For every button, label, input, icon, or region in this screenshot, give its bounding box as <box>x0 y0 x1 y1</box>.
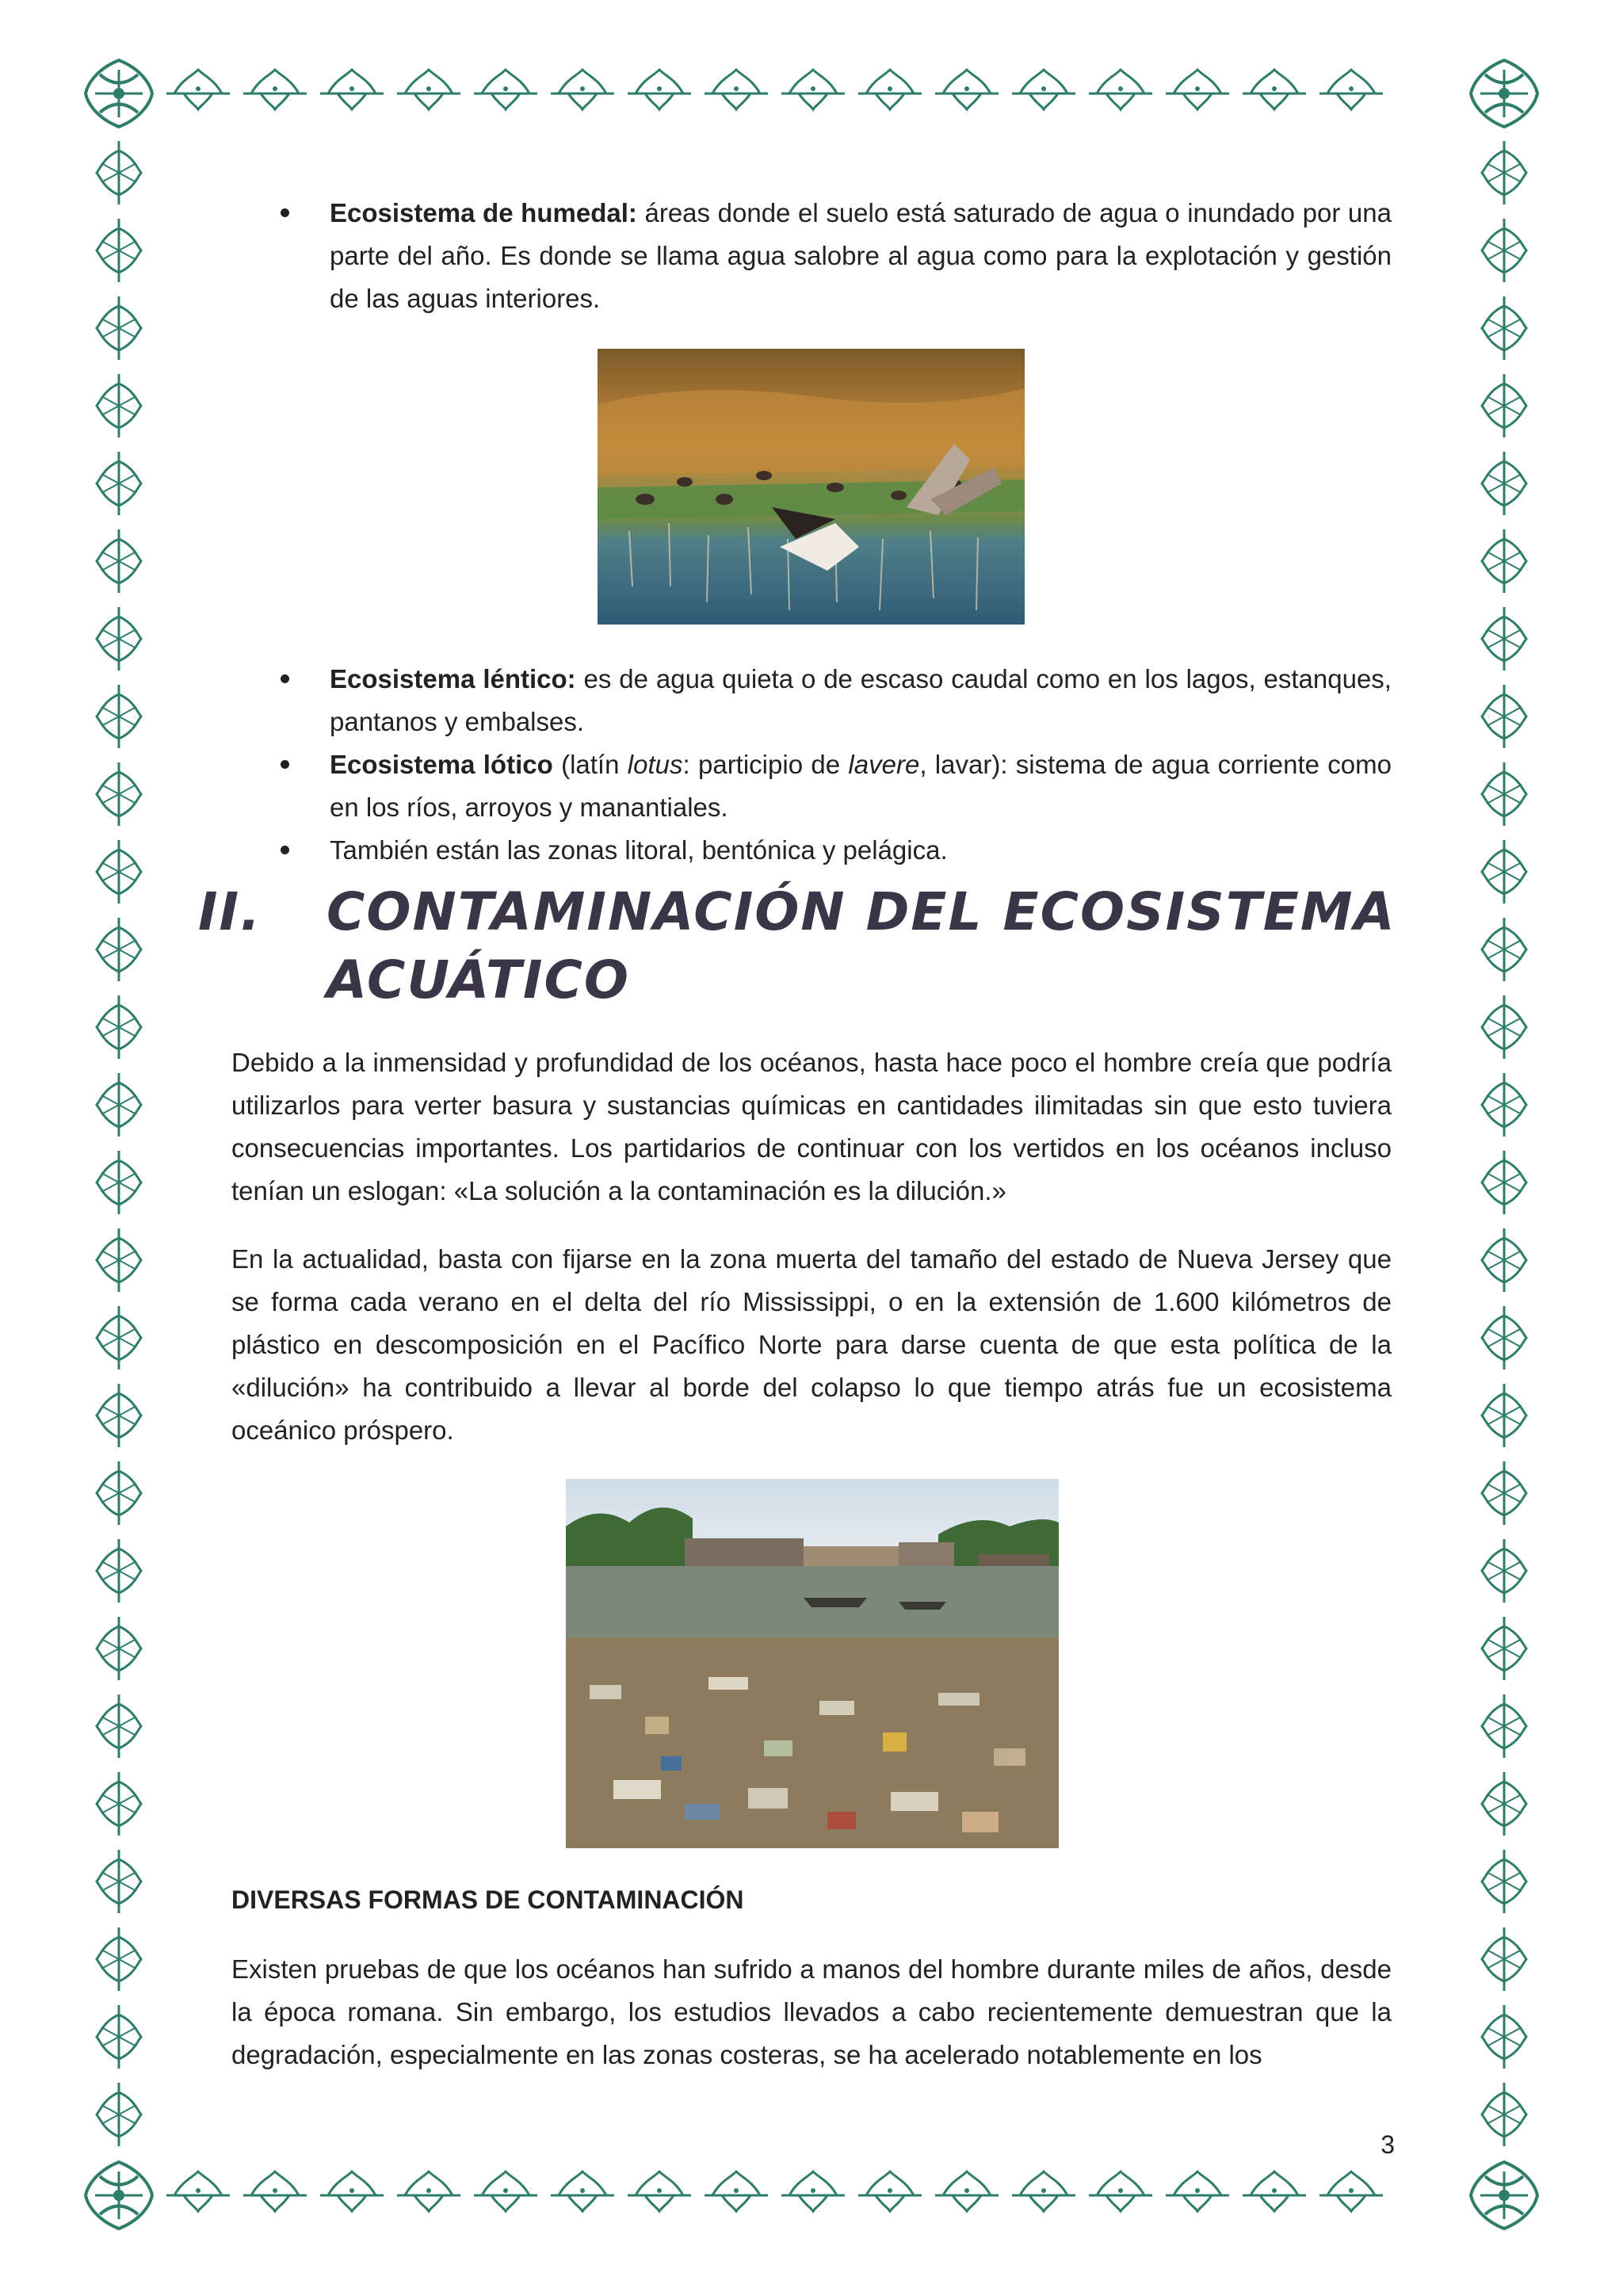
border-leaf-icon <box>705 70 768 109</box>
border-leaf-icon <box>97 762 141 826</box>
border-leaf-icon <box>1482 1694 1526 1758</box>
list-item <box>231 829 1392 872</box>
page-number: 3 <box>1381 2130 1395 2159</box>
border-leaf-icon <box>1482 995 1526 1059</box>
border-leaf-icon <box>97 918 141 981</box>
border-leaf-icon <box>1482 1228 1526 1292</box>
border-leaf-icon <box>1166 70 1229 109</box>
border-leaf-icon <box>1482 1151 1526 1214</box>
border-leaf-icon <box>97 1617 141 1680</box>
border-leaf-icon <box>97 1073 141 1137</box>
heading-number: II. <box>198 881 262 942</box>
border-leaf-icon <box>1482 1306 1526 1370</box>
border-leaf-icon <box>1243 70 1306 109</box>
border-leaf-icon <box>97 995 141 1059</box>
definition-lentic: es de agua quieta o de escaso caudal como en los lagos, estanques, pantanos y embalses. <box>330 664 1392 736</box>
zones-text: También están las zonas litoral, bentónica y pelágica. <box>330 835 948 865</box>
border-leaf-icon <box>781 70 845 109</box>
border-leaf-icon <box>97 219 141 282</box>
list-item <box>231 192 1392 320</box>
border-leaf-icon <box>1482 762 1526 826</box>
border-leaf-icon <box>1482 840 1526 904</box>
list-item <box>231 743 1392 829</box>
border-leaf-icon <box>97 1228 141 1292</box>
border-leaf-icon <box>551 2172 614 2211</box>
border-leaf-icon <box>1482 1850 1526 1913</box>
paragraph-1: Debido a la inmensidad y profundidad de los océanos, hasta hace poco el hombre creía que podría utilizarlos para verter basura y sustancias químicas en cantidades ilimitadas sin que esto tuviera consecuencias importantes. Los partidarios de continuar con los vertidos en los océanos incluso tenían un eslogan: «La solución a la contaminación es la dilución.» <box>231 1048 1392 1205</box>
border-leaf-icon <box>97 1384 141 1447</box>
border-leaf-icon <box>1482 918 1526 981</box>
border-leaf-icon <box>97 1539 141 1603</box>
border-leaf-icon <box>474 70 537 109</box>
border-leaf-icon <box>243 2172 307 2211</box>
border-leaf-icon <box>1482 1073 1526 1137</box>
border-leaf-icon <box>97 685 141 748</box>
border-leaf-icon <box>1482 141 1526 204</box>
term-lentic: Ecosistema léntico: <box>330 664 576 693</box>
border-leaf-icon <box>97 374 141 437</box>
border-leaf-icon <box>1482 529 1526 593</box>
bullet-icon <box>281 846 289 854</box>
term-lotic: Ecosistema lótico <box>330 750 553 779</box>
border-leaf-icon <box>243 70 307 109</box>
border-leaf-icon <box>1482 1461 1526 1525</box>
content-area-3 <box>231 1878 1392 2076</box>
pollution-photo <box>566 1479 1059 1848</box>
border-leaf-icon <box>1482 2005 1526 2069</box>
heading-title: CONTAMINACIÓN DEL ECOSISTEMA ACUÁTICO <box>327 881 1396 1010</box>
corner-ornament-icon <box>1471 60 1537 127</box>
border-leaf-icon <box>97 529 141 593</box>
corner-ornament-icon <box>86 60 152 127</box>
border-leaf-icon <box>1482 1384 1526 1447</box>
corner-ornament-icon <box>1471 2162 1537 2229</box>
border-leaf-icon <box>1482 2083 1526 2146</box>
wetland-photo <box>598 349 1025 625</box>
border-leaf-icon <box>1319 2172 1383 2211</box>
border-leaf-icon <box>935 70 999 109</box>
border-leaf-icon <box>858 70 922 109</box>
border-leaf-icon <box>1482 685 1526 748</box>
border-leaf-icon <box>1482 219 1526 282</box>
border-leaf-icon <box>97 1694 141 1758</box>
border-leaf-icon <box>474 2172 537 2211</box>
definition-lotic-part: , lavar): sistema de agua corriente como en los ríos, arroyos y manantiales. <box>330 750 1392 822</box>
border-leaf-icon <box>1089 2172 1152 2211</box>
border-leaf-icon <box>97 2005 141 2069</box>
border-leaf-icon <box>166 2172 230 2211</box>
border-leaf-icon <box>320 70 384 109</box>
bullet-icon <box>281 208 289 217</box>
ecosystem-list-bottom <box>231 658 1392 872</box>
border-leaf-icon <box>397 2172 460 2211</box>
border-leaf-icon <box>97 607 141 670</box>
border-leaf-icon <box>1482 1617 1526 1680</box>
border-leaf-icon <box>1482 452 1526 515</box>
border-leaf-icon <box>1482 1927 1526 1991</box>
border-leaf-icon <box>97 1927 141 1991</box>
corner-ornament-icon <box>86 2162 152 2229</box>
border-leaf-icon <box>397 70 460 109</box>
border-leaf-icon <box>858 2172 922 2211</box>
content-area-2 <box>231 658 1392 872</box>
border-leaf-icon <box>97 1151 141 1214</box>
ecosystem-list-top <box>231 192 1392 320</box>
border-leaf-icon <box>1482 296 1526 360</box>
border-leaf-icon <box>97 1461 141 1525</box>
border-leaf-icon <box>935 2172 999 2211</box>
latin-word: lotus <box>627 750 683 779</box>
body-text <box>231 1041 1392 1452</box>
definition-lotic-part: : participio de <box>682 750 849 779</box>
border-leaf-icon <box>320 2172 384 2211</box>
border-leaf-icon <box>97 141 141 204</box>
bullet-icon <box>281 674 289 683</box>
border-leaf-icon <box>1012 2172 1075 2211</box>
border-leaf-icon <box>97 840 141 904</box>
definition-wetland: áreas donde el suelo está saturado de agua o inundado por una parte del año. Es donde se llama agua salobre al agua como para la explotación y gestión de las aguas interiores. <box>330 198 1392 313</box>
bullet-icon <box>281 760 289 769</box>
term-wetland: Ecosistema de humedal: <box>330 198 637 227</box>
subheading: DIVERSAS FORMAS DE CONTAMINACIÓN <box>231 1885 744 1914</box>
border-leaf-icon <box>705 2172 768 2211</box>
border-leaf-icon <box>1166 2172 1229 2211</box>
border-leaf-icon <box>551 70 614 109</box>
border-leaf-icon <box>97 1850 141 1913</box>
border-leaf-icon <box>1319 70 1383 109</box>
paragraph-3: Existen pruebas de que los océanos han sufrido a manos del hombre durante miles de años, desde la época romana. Sin embargo, los estudios llevados a cabo recientemente demuestran que la degradación, especialmente en las zonas costeras, se ha acelerado notablemente en los <box>231 1954 1392 2069</box>
border-leaf-icon <box>628 70 691 109</box>
border-leaf-icon <box>1482 1772 1526 1836</box>
border-leaf-icon <box>97 1306 141 1370</box>
border-leaf-icon <box>97 1772 141 1836</box>
border-leaf-icon <box>166 70 230 109</box>
border-leaf-icon <box>781 2172 845 2211</box>
definition-lotic-part: (latín <box>552 750 628 779</box>
latin-word: lavere <box>848 750 920 779</box>
border-leaf-icon <box>628 2172 691 2211</box>
border-leaf-icon <box>97 2083 141 2146</box>
border-leaf-icon <box>1089 70 1152 109</box>
border-leaf-icon <box>1482 607 1526 670</box>
content-area <box>231 192 1392 320</box>
border-leaf-icon <box>1482 374 1526 437</box>
border-leaf-icon <box>97 296 141 360</box>
paragraph-2: En la actualidad, basta con fijarse en la zona muerta del tamaño del estado de Nueva Jersey que se forma cada verano en el delta del río Mississippi, o en la extensión de 1.600 kilómetros de plástico en descomposición en el Pacífico Norte para darse cuenta de que esta política de la «dilución» ha contribuido a llevar al borde del colapso lo que tiempo atrás fue un ecosistema oceánico próspero. <box>231 1244 1392 1445</box>
border-leaf-icon <box>1482 1539 1526 1603</box>
border-leaf-icon <box>97 452 141 515</box>
list-item <box>231 658 1392 743</box>
border-leaf-icon <box>1012 70 1075 109</box>
border-leaf-icon <box>1243 2172 1306 2211</box>
